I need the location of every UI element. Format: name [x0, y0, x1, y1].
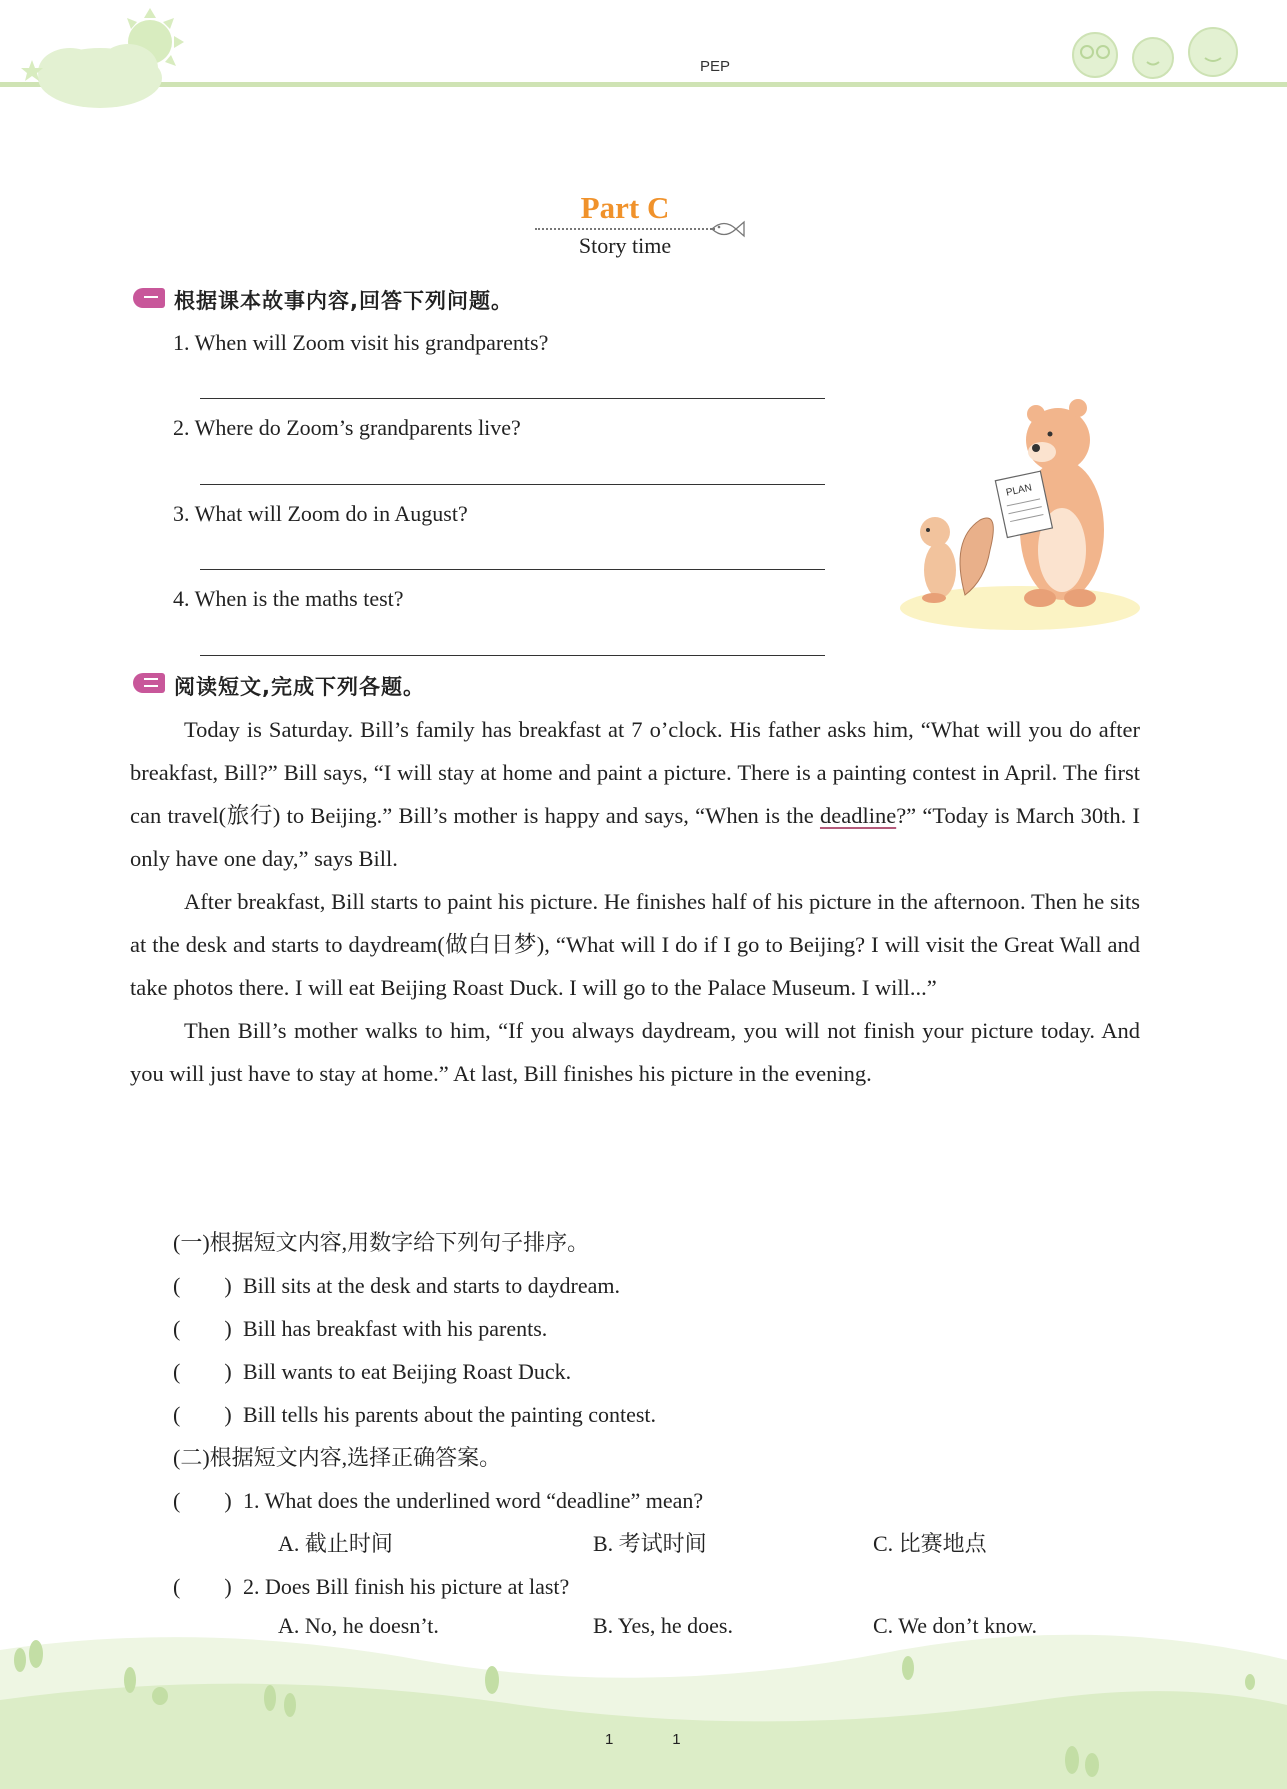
hills-decoration	[0, 1610, 1287, 1789]
series-label: PEP	[700, 58, 731, 75]
answer-line-1[interactable]	[200, 398, 825, 399]
animal-faces-decoration	[1055, 20, 1255, 85]
choice-heading: (二)根据短文内容,选择正确答案。	[173, 1445, 502, 1470]
question-2: 2. Where do Zoom’s grandparents live?	[173, 415, 521, 440]
part-title: Part C	[580, 190, 670, 225]
order-item[interactable]: ( ) Bill tells his parents about the painting contest.	[173, 1402, 657, 1427]
section-two-heading: 阅读短文,完成下列各题。	[174, 675, 425, 699]
reading-passage	[130, 708, 1140, 1095]
choice-2-option-c[interactable]: C. We don’t know.	[873, 1613, 1038, 1638]
plan-sign-text: PLAN	[1005, 482, 1033, 499]
question-3: 3. What will Zoom do in August?	[173, 501, 468, 526]
passage-paragraph-1: Today is Saturday. Bill’s family has breakfast at 7 o’clock. His father asks him, “What will you do after breakfast, Bill?” Bill says, “I will stay at home and paint a picture. There is a painting contest in April. The first can travel(旅行) to Beijing.” Bill’s mother is happy and says, “When is the deadline?” “Today is March 30th. I only have one day,” says Bill.	[130, 717, 1140, 871]
choice-1-option-a[interactable]: A. 截止时间	[278, 1531, 393, 1556]
choice-1-option-c[interactable]: C. 比赛地点	[873, 1531, 987, 1556]
ordering-heading: (一)根据短文内容,用数字给下列句子排序。	[173, 1230, 590, 1255]
question-4: 4. When is the maths test?	[173, 586, 404, 611]
part-subtitle: Story time	[578, 233, 672, 258]
answer-line-3[interactable]	[200, 569, 825, 570]
order-item[interactable]: ( ) Bill sits at the desk and starts to daydream.	[173, 1273, 620, 1298]
order-item[interactable]: ( ) Bill wants to eat Beijing Roast Duck.	[173, 1359, 572, 1384]
answer-line-2[interactable]	[200, 484, 825, 485]
section-two-badge	[133, 673, 165, 693]
cloud-sun-decoration	[0, 0, 200, 115]
passage-paragraph-2: After breakfast, Bill starts to paint his picture. He finishes half of his picture in the afternoon. Then he sits at the desk and starts to daydream(做白日梦), “What will I do if I go to Beijing? I will visit the Great Wall and take photos there. I will eat Beijing Roast Duck. I will go to the Palace Museum. I will...”	[130, 889, 1140, 1000]
choice-1-option-b[interactable]: B. 考试时间	[593, 1531, 707, 1556]
passage-paragraph-3: Then Bill’s mother walks to him, “If you always daydream, you will not finish your picture today. And you will just have to stay at home.” At last, Bill finishes his picture in the evening.	[130, 1018, 1140, 1086]
choice-2-option-b[interactable]: B. Yes, he does.	[593, 1613, 733, 1638]
order-item[interactable]: ( ) Bill has breakfast with his parents.	[173, 1316, 548, 1341]
underlined-word-deadline: deadline	[819, 803, 897, 828]
page-number: 11	[605, 1731, 741, 1748]
section-one-heading: 根据课本故事内容,回答下列问题。	[174, 289, 513, 313]
answer-line-4[interactable]	[200, 655, 825, 656]
choice-2-option-a[interactable]: A. No, he doesn’t.	[278, 1613, 439, 1638]
choice-question-2[interactable]: ( ) 2. Does Bill finish his picture at last?	[173, 1574, 570, 1599]
question-1: 1. When will Zoom visit his grandparents?	[173, 330, 549, 355]
title-dotted-line	[535, 228, 715, 230]
bear-squirrel-illustration	[890, 390, 1150, 640]
choice-question-1[interactable]: ( ) 1. What does the underlined word “deadline” mean?	[173, 1488, 704, 1513]
section-one-badge	[133, 288, 165, 308]
